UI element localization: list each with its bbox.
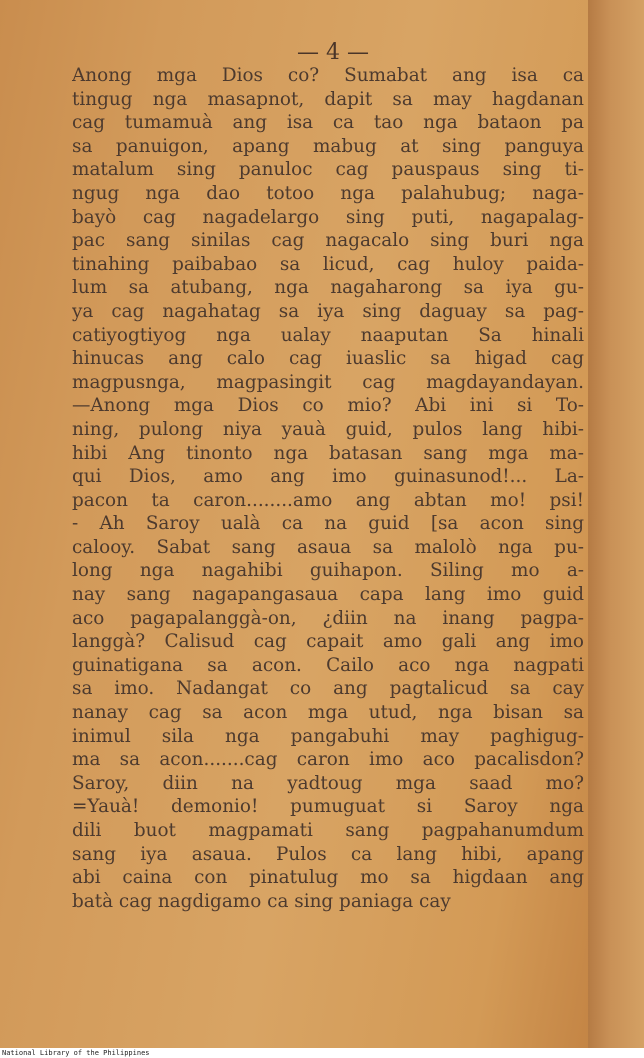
- text-line: Saroy, diin na yadtoug mga saad mo?: [72, 772, 584, 794]
- text-line: cag tumamuà ang isa ca tao nga bataon pa: [72, 112, 584, 134]
- text-line: nay sang nagapangasaua capa lang imo guid: [72, 584, 584, 606]
- text-line: ning, pulong niya yauà guid, pulos lang hibi-: [72, 418, 584, 440]
- text-line: guinatigana sa acon. Cailo aco nga nagpati: [72, 654, 584, 676]
- text-line: ngug nga dao totoo nga palahubug; naga-: [72, 182, 584, 204]
- text-line: long nga nagahibi guihapon. Siling mo a-: [72, 560, 584, 582]
- text-line: magpusnga, magpasingit cag magdayandayan.: [72, 371, 584, 393]
- text-line: pac sang sinilas cag nagacalo sing buri nga: [72, 230, 584, 252]
- text-line: qui Dios, amo ang imo guinasunod!... La-: [72, 466, 584, 488]
- text-line: nanay cag sa acon mga utud, nga bisan sa: [72, 702, 584, 724]
- text-line: batà cag nagdigamo ca sing paniaga cay: [72, 890, 451, 912]
- text-line: calooy. Sabat sang asaua sa malolò nga pu-: [72, 536, 584, 558]
- text-line: tingug nga masapnot, dapit sa may hagdanan: [72, 88, 584, 110]
- text-line: tinahing paibabao sa licud, cag huloy paida-: [72, 253, 584, 275]
- footer-credit: National Library of the Philippines: [2, 1049, 150, 1057]
- text-line: sang iya asaua. Pulos ca lang hibi, apang: [72, 843, 584, 865]
- text-line: abi caina con pinatulug mo sa higdaan ang: [72, 867, 584, 889]
- text-line: hinucas ang calo cag iuaslic sa higad cag: [72, 348, 584, 370]
- text-line: aco pagapalanggà-on, ¿diin na inang pagpa-: [72, 607, 584, 629]
- text-line: ma sa acon.......cag caron imo aco pacalisdon?: [72, 749, 584, 771]
- text-line: catiyogtiyog nga ualay naaputan Sa hinali: [72, 324, 584, 346]
- text-line: sa panuigon, apang mabug at sing panguya: [72, 135, 584, 157]
- page-number: — 4 —: [297, 40, 369, 65]
- page-text: [72, 64, 584, 913]
- text-line: matalum sing panuloc cag pauspaus sing ti-: [72, 159, 584, 181]
- text-line: ya cag nagahatag sa iya sing daguay sa pag-: [72, 300, 584, 322]
- text-line: bayò cag nagadelargo sing puti, nagapalag-: [72, 206, 584, 228]
- text-line: dili buot magpamati sang pagpahanumdum: [72, 820, 584, 841]
- text-line: - Ah Saroy ualà ca na guid [sa acon sing: [72, 513, 584, 535]
- text-line: pacon ta caron........amo ang abtan mo! psi!: [72, 489, 584, 511]
- text-line: —Anong mga Dios co mio? Abi ini si To-: [72, 395, 584, 417]
- page-edge: [588, 0, 644, 1048]
- text-line: langgà? Calisud cag capait amo gali ang imo: [72, 631, 584, 653]
- text-line: Anong mga Dios co? Sumabat ang isa ca: [72, 65, 584, 86]
- text-line: inimul sila nga pangabuhi may paghigug-: [72, 725, 584, 747]
- text-line: lum sa atubang, nga nagaharong sa iya gu-: [72, 277, 584, 299]
- text-line: sa imo. Nadangat co ang pagtalicud sa cay: [72, 678, 584, 700]
- text-line: hibi Ang tinonto nga batasan sang mga ma-: [72, 442, 584, 464]
- text-line: =Yauà! demonio! pumuguat si Saroy nga: [72, 796, 584, 818]
